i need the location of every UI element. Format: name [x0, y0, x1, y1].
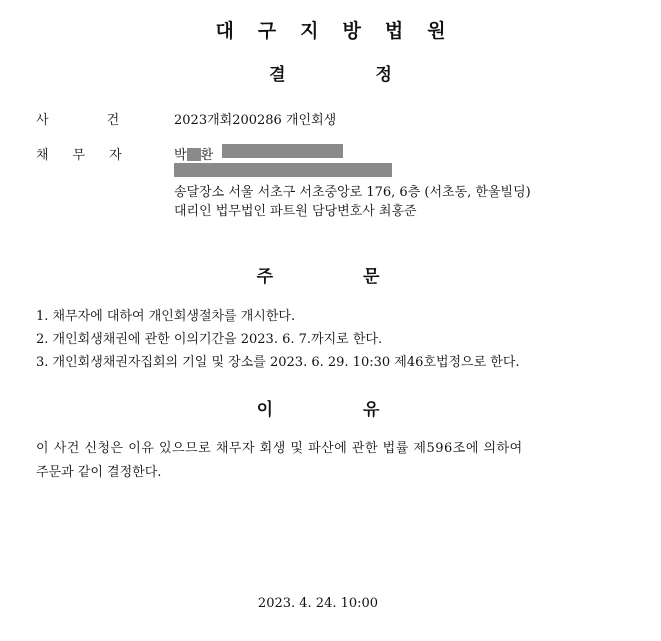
decision-date: 2023. 4. 24. 10:00: [257, 596, 379, 611]
doc-type-left: 결: [269, 65, 286, 85]
redaction-box: [174, 163, 392, 177]
case-label: 사건: [36, 113, 120, 128]
order-title-left: 주: [256, 267, 273, 287]
redaction-box: [187, 148, 201, 161]
reason-title-left: 이: [256, 400, 273, 420]
reason-section-title: [0, 395, 636, 420]
reason-text-line-1: 이 사건 신청은 이유 있으므로 채무자 회생 및 파산에 관한 법률 제596조에 의하여: [36, 441, 523, 456]
debtor-name-last: 환: [200, 148, 214, 163]
order-item: 2. 개인회생채권에 관한 이의기간을 2023. 6. 7.까지로 한다.: [36, 332, 383, 347]
reason-text-line-2: 주문과 같이 결정한다.: [36, 465, 162, 480]
order-item: 1. 채무자에 대하여 개인회생절차를 개시한다.: [36, 309, 296, 324]
document-type-title: [0, 60, 661, 85]
agent-info: 대리인 법무법인 파트원 담당변호사 최홍준: [174, 204, 417, 219]
court-name: 대구지방법원: [215, 20, 470, 42]
doc-type-right: 정: [375, 65, 392, 85]
order-section-title: [0, 262, 636, 287]
order-title-right: 문: [363, 267, 380, 287]
service-address: 송달장소 서울 서초구 서초중앙로 176, 6층 (서초동, 한울빌딩): [174, 185, 531, 200]
debtor-label: 채무자: [36, 148, 122, 163]
debtor-name: [174, 144, 213, 163]
case-value: 2023개회200286 개인회생: [174, 113, 337, 128]
reason-title-right: 유: [363, 400, 380, 420]
order-item: 3. 개인회생채권자집회의 기일 및 장소를 2023. 6. 29. 10:30 제46호법정으로 한다.: [36, 355, 520, 370]
debtor-name-first: 박: [174, 148, 187, 163]
redaction-box: [222, 144, 343, 158]
